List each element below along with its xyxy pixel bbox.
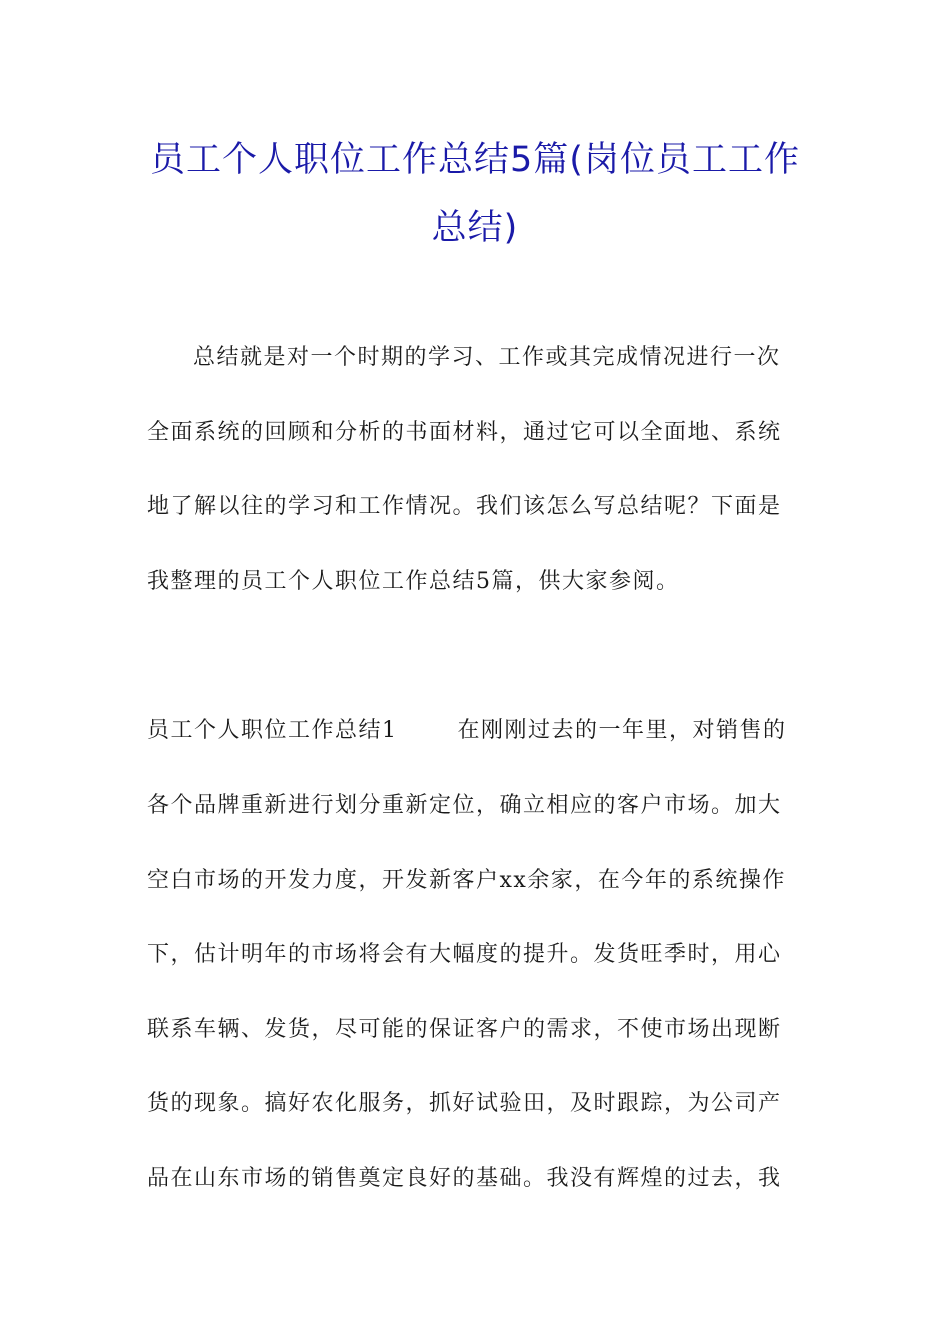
section-1-first-text: 在刚刚过去的一年里，对销售的: [457, 718, 787, 743]
section-1-line: 各个品牌重新进行划分重新定位，确立相应的客户市场。加大: [147, 793, 782, 818]
section-1-line: 品在山东市场的销售奠定良好的基础。我没有辉煌的过去，我: [147, 1166, 782, 1191]
section-1-heading: 员工个人职位工作总结1: [147, 718, 398, 743]
intro-paragraph-line: 我整理的员工个人职位工作总结5篇，供大家参阅。: [147, 569, 680, 594]
intro-paragraph-line: 全面系统的回顾和分析的书面材料，通过它可以全面地、系统: [147, 420, 782, 445]
section-1-line: 下，估计明年的市场将会有大幅度的提升。发货旺季时，用心: [147, 942, 782, 967]
section-1-line: 联系车辆、发货，尽可能的保证客户的需求，不使市场出现断: [147, 1017, 782, 1042]
document-title-line-1: 员工个人职位工作总结5篇(岗位员工工作: [150, 140, 800, 180]
intro-paragraph-line: 总结就是对一个时期的学习、工作或其完成情况进行一次: [193, 345, 781, 370]
document-title-line-2: 总结): [431, 208, 519, 248]
section-1-line: 空白市场的开发力度，开发新客户xx余家，在今年的系统操作: [147, 868, 786, 893]
section-1-line: 货的现象。搞好农化服务，抓好试验田，及时跟踪，为公司产: [147, 1091, 782, 1116]
section-1-first-line: [147, 716, 807, 746]
intro-paragraph-line: 地了解以往的学习和工作情况。我们该怎么写总结呢？下面是: [147, 494, 782, 519]
